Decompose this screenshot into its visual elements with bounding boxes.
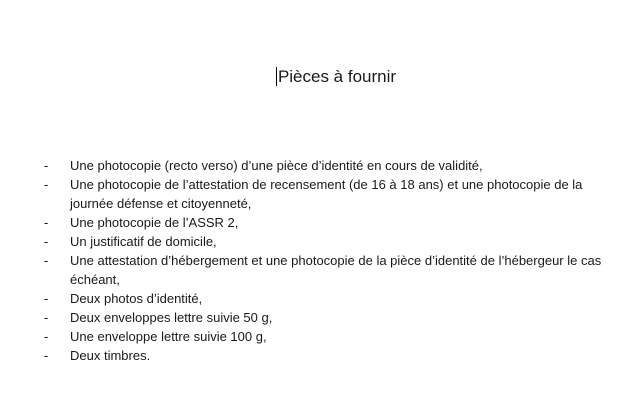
list-item-text: Une photocopie (recto verso) d’une pièce d’identité en cours de validité,: [70, 158, 483, 173]
list-bullet: -: [44, 234, 49, 249]
document-title: Pièces à fournir: [277, 67, 397, 86]
list-item-text: Un justificatif de domicile,: [70, 234, 217, 249]
list-item-text: Deux enveloppes lettre suivie 50 g,: [70, 310, 273, 325]
list-item: [0, 289, 638, 308]
list-item: [0, 308, 638, 327]
list-bullet: -: [44, 158, 49, 173]
list-bullet: -: [44, 329, 49, 344]
text-cursor: [276, 67, 277, 86]
list-bullet: -: [44, 310, 49, 325]
list-bullet: -: [44, 348, 49, 363]
list-item: [0, 213, 638, 232]
list-item: [0, 232, 638, 251]
list-item-text: Une enveloppe lettre suivie 100 g,: [70, 329, 267, 344]
list-item-text: Une attestation d’hébergement et une photocopie de la pièce d’identité de l’hébergeur le cas échéant,: [70, 253, 602, 287]
document-title-line: [0, 66, 638, 88]
list-item: [0, 175, 638, 213]
list-item: [0, 346, 638, 365]
list-item: [0, 251, 638, 289]
list-item-text: Une photocopie de l’attestation de recensement (de 16 à 18 ans) et une photocopie de la journée défense et citoyenneté,: [70, 177, 583, 211]
list-item-text: Deux photos d’identité,: [70, 291, 203, 306]
list-item-text: Deux timbres.: [70, 348, 151, 363]
list-item-text: Une photocopie de l’ASSR 2,: [70, 215, 239, 230]
list-bullet: -: [44, 177, 49, 192]
list-item: [0, 156, 638, 175]
required-documents-list: [0, 156, 638, 365]
list-bullet: -: [44, 291, 49, 306]
list-bullet: -: [44, 215, 49, 230]
list-item: [0, 327, 638, 346]
list-bullet: -: [44, 253, 49, 268]
